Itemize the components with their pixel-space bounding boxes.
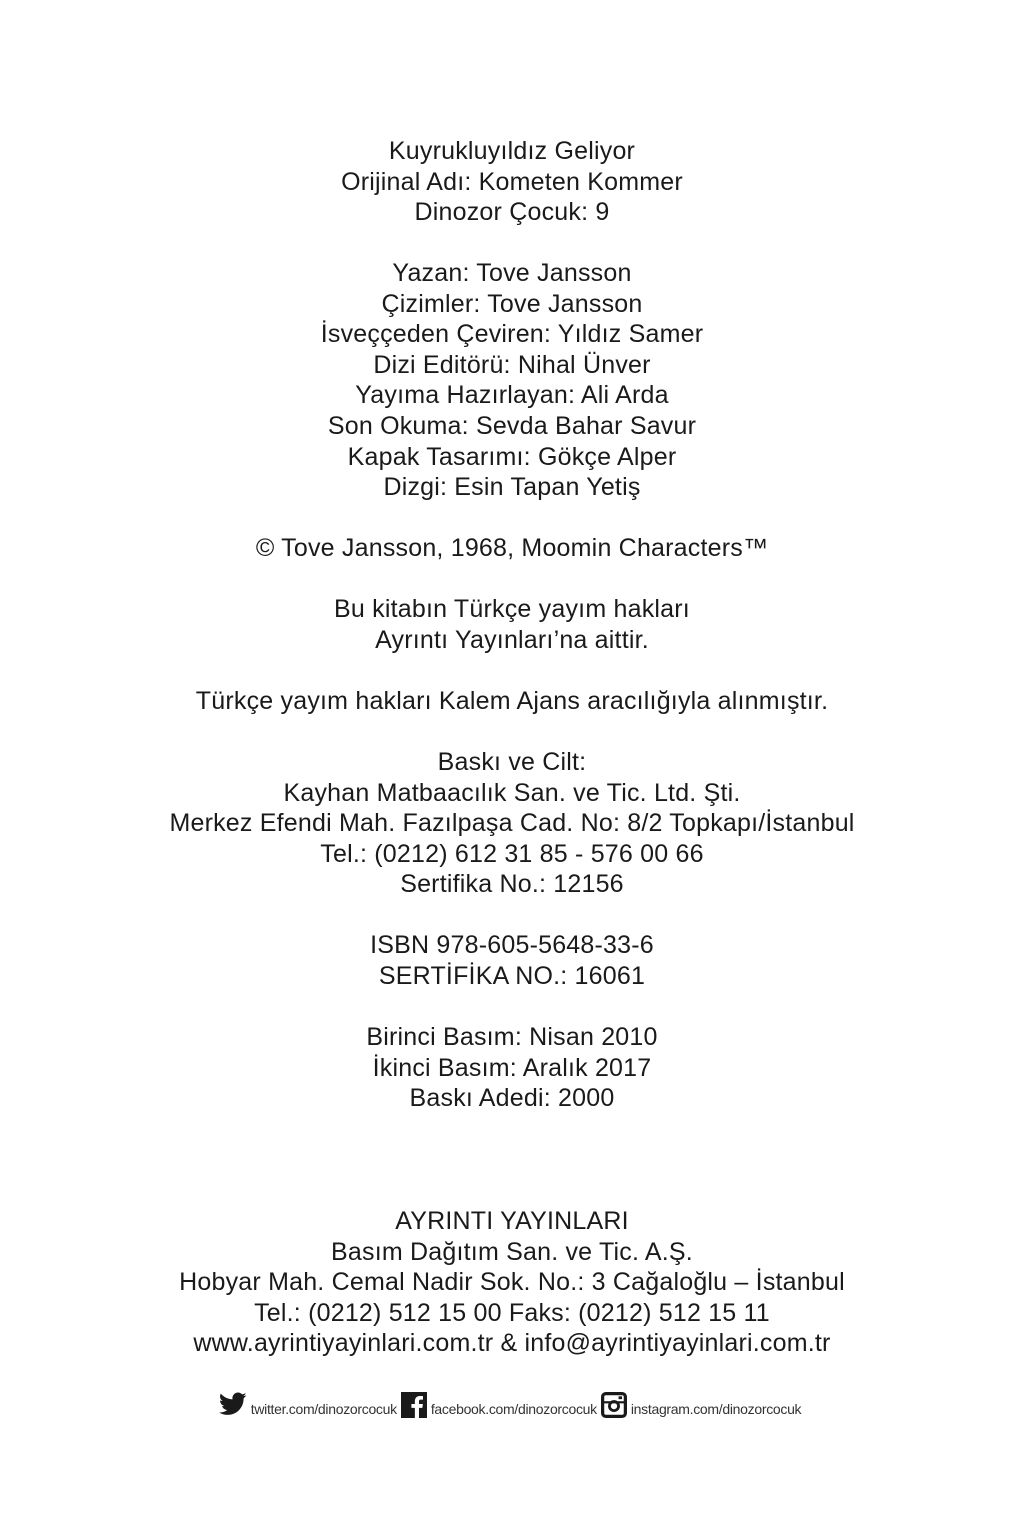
facebook-link[interactable]: facebook.com/dinozorcocuk (430, 1401, 597, 1417)
instagram-icon (601, 1392, 627, 1418)
rights-line-2: Ayrıntı Yayınları’na aittir. (375, 625, 649, 654)
publisher-block (0, 1206, 1024, 1359)
publisher-company: Basım Dağıtım San. ve Tic. A.Ş. (331, 1237, 693, 1266)
book-title: Kuyrukluyıldız Geliyor (388, 137, 636, 165)
isbn-block (0, 930, 1024, 991)
instagram-link[interactable]: instagram.com/dinozorcocuk (630, 1401, 802, 1417)
facebook-icon (401, 1392, 427, 1418)
print-run: Baskı Adedi: 2000 (409, 1084, 615, 1113)
publisher-name: AYRINTI YAYINLARI (395, 1207, 629, 1235)
printer-name: Kayhan Matbaacılık San. ve Tic. Ltd. Şti. (283, 778, 741, 807)
social-facebook[interactable] (401, 1392, 601, 1418)
credit-author: Yazan: Tove Jansson (392, 259, 632, 287)
credit-cover-design: Kapak Tasarımı: Gökçe Alper (347, 442, 677, 471)
publisher-certificate: SERTİFİKA NO.: 16061 (378, 961, 646, 990)
rights-line-1: Bu kitabın Türkçe yayım hakları (334, 595, 690, 623)
copyright-line: © Tove Jansson, 1968, Moomin Characters™ (255, 534, 769, 562)
printer-certificate: Sertifika No.: 12156 (400, 870, 624, 899)
printing-block (0, 747, 1024, 900)
social-twitter[interactable] (219, 1392, 401, 1418)
printing-heading: Baskı ve Cilt: (437, 748, 587, 776)
credit-prepared-by: Yayıma Hazırlayan: Ali Arda (355, 381, 669, 410)
agency-block (0, 686, 1024, 717)
original-title: Orijinal Adı: Kometen Kommer (341, 167, 683, 196)
social-instagram[interactable] (601, 1392, 805, 1418)
publisher-web-email: www.ayrintiyayinlari.com.tr & info@ayrintiyayinlari.com.tr (193, 1329, 831, 1358)
series-number: Dinozor Çocuk: 9 (414, 198, 610, 227)
credit-typesetting: Dizgi: Esin Tapan Yetiş (383, 473, 641, 502)
twitter-icon (219, 1392, 247, 1418)
isbn-number: ISBN 978-605-5648-33-6 (370, 931, 654, 959)
credit-illustrations: Çizimler: Tove Jansson (381, 289, 643, 318)
publisher-phone-fax: Tel.: (0212) 512 15 00 Faks: (0212) 512 15 11 (254, 1298, 770, 1327)
publisher-address: Hobyar Mah. Cemal Nadir Sok. No.: 3 Cağaloğlu – İstanbul (179, 1268, 845, 1297)
credit-translator: İsveççeden Çeviren: Yıldız Samer (320, 320, 704, 349)
rights-block (0, 594, 1024, 655)
credits-block (0, 258, 1024, 503)
social-links (0, 1392, 1024, 1418)
credit-proofreading: Son Okuma: Sevda Bahar Savur (327, 411, 697, 440)
printer-address: Merkez Efendi Mah. Fazılpaşa Cad. No: 8/2 Topkapı/İstanbul (169, 809, 855, 838)
copyright-block (0, 533, 1024, 564)
second-edition: İkinci Basım: Aralık 2017 (372, 1053, 652, 1082)
editions-block (0, 1022, 1024, 1114)
credit-series-editor: Dizi Editörü: Nihal Ünver (373, 350, 651, 379)
title-block (0, 136, 1024, 228)
printer-phone: Tel.: (0212) 612 31 85 - 576 00 66 (320, 839, 704, 868)
agency-line: Türkçe yayım hakları Kalem Ajans aracılığıyla alınmıştır. (195, 687, 829, 715)
twitter-link[interactable]: twitter.com/dinozorcocuk (250, 1401, 397, 1417)
first-edition: Birinci Basım: Nisan 2010 (366, 1023, 658, 1051)
